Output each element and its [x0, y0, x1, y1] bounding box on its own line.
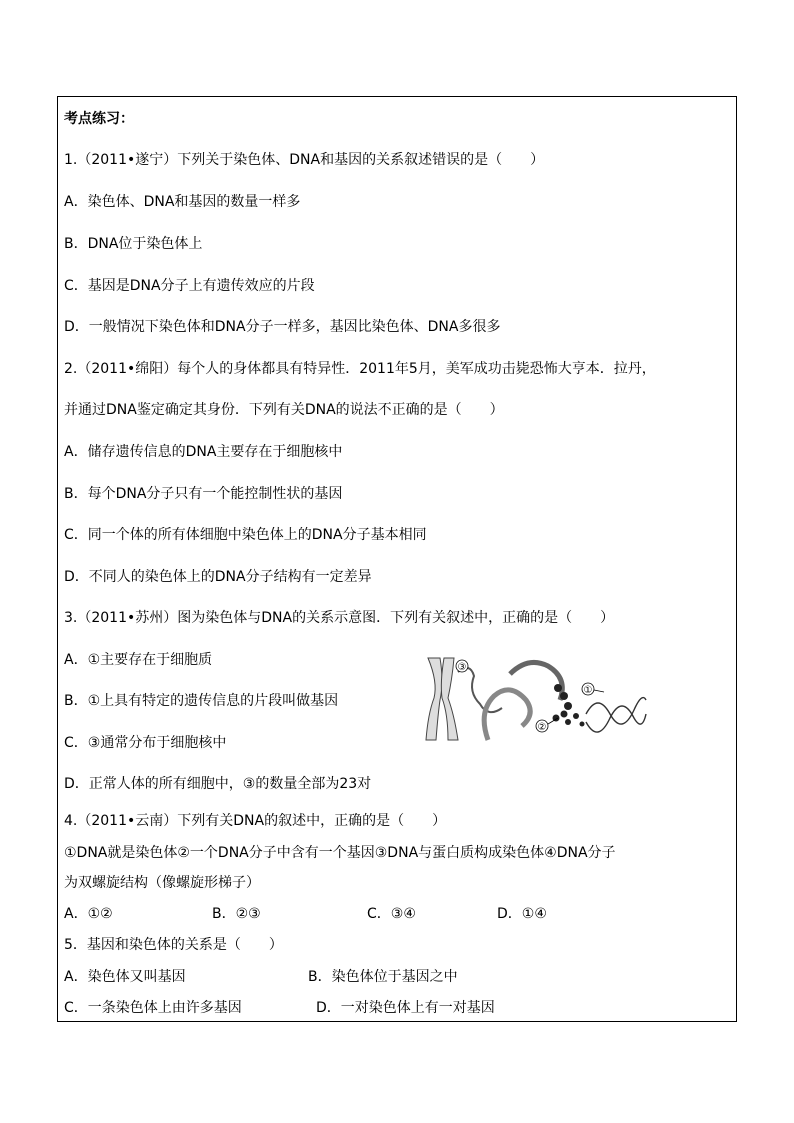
q5-option-a: A．染色体又叫基因 — [64, 969, 186, 985]
chromosome-icon — [426, 658, 458, 740]
q5-option-d: D．一对染色体上有一对基因 — [316, 1000, 495, 1016]
q1-option-b: B．DNA位于染色体上 — [64, 236, 203, 252]
q2-stem-line1: 2.（2011•绵阳）每个人的身体都具有特异性．2011年5月，美军成功击毙恐怖大亨本．拉丹， — [64, 361, 656, 377]
q2-option-d: D．不同人的染色体上的DNA分子结构有一定差异 — [64, 569, 372, 585]
label-3: ③ — [457, 662, 467, 673]
q1-option-d: D．一般情况下染色体和DNA分子一样多，基因比染色体、DNA多很多 — [64, 319, 501, 335]
label-1: ① — [583, 685, 593, 696]
q4-stem: 4.（2011•云南）下列有关DNA的叙述中，正确的是（ ） — [64, 813, 447, 829]
q3-option-a: A．①主要存在于细胞质 — [64, 652, 213, 668]
q4-option-b: B．②③ — [212, 906, 261, 922]
q3-option-d: D．正常人体的所有细胞中，③的数量全部为23对 — [64, 776, 372, 792]
q3-option-c: C．③通常分布于细胞核中 — [64, 735, 227, 751]
q2-stem-line2: 并通过DNA鉴定确定其身份．下列有关DNA的说法不正确的是（ ） — [64, 402, 504, 418]
nucleosome-beads-icon — [553, 684, 585, 727]
q5-option-b: B．染色体位于基因之中 — [308, 969, 458, 985]
q4-option-a: A．①② — [64, 906, 113, 922]
chromatin-coil-icon — [458, 668, 502, 712]
q5-stem: 5．基因和染色体的关系是（ ） — [64, 937, 283, 953]
q2-option-b: B．每个DNA分子只有一个能控制性状的基因 — [64, 486, 343, 502]
q5-option-c: C．一条染色体上由许多基因 — [64, 1000, 242, 1016]
q3-option-b: B．①上具有特定的遗传信息的片段叫做基因 — [64, 693, 339, 709]
q4-body-line1: ①DNA就是染色体②一个DNA分子中含有一个基因③DNA与蛋白质构成染色体④DNA分子 — [64, 845, 616, 861]
q1-option-c: C．基因是DNA分子上有遗传效应的片段 — [64, 278, 315, 294]
label-2: ② — [537, 722, 547, 733]
q1-option-a: A．染色体、DNA和基因的数量一样多 — [64, 194, 301, 210]
double-helix-icon — [586, 698, 646, 733]
section-title: 考点练习： — [64, 111, 134, 127]
q4-option-c: C．③④ — [367, 906, 416, 922]
q4-option-d: D．①④ — [497, 906, 547, 922]
supercoil-icon — [484, 662, 562, 740]
chromosome-dna-diagram — [418, 652, 648, 744]
q2-option-a: A．储存遗传信息的DNA主要存在于细胞核中 — [64, 444, 343, 460]
q1-stem: 1.（2011•遂宁）下列关于染色体、DNA和基因的关系叙述错误的是（ ） — [64, 152, 545, 168]
q2-option-c: C．同一个体的所有体细胞中染色体上的DNA分子基本相同 — [64, 527, 427, 543]
q3-stem: 3.（2011•苏州）图为染色体与DNA的关系示意图．下列有关叙述中，正确的是（ ） — [64, 610, 615, 626]
q4-body-line2: 为双螺旋结构（像螺旋形梯子） — [64, 875, 260, 891]
